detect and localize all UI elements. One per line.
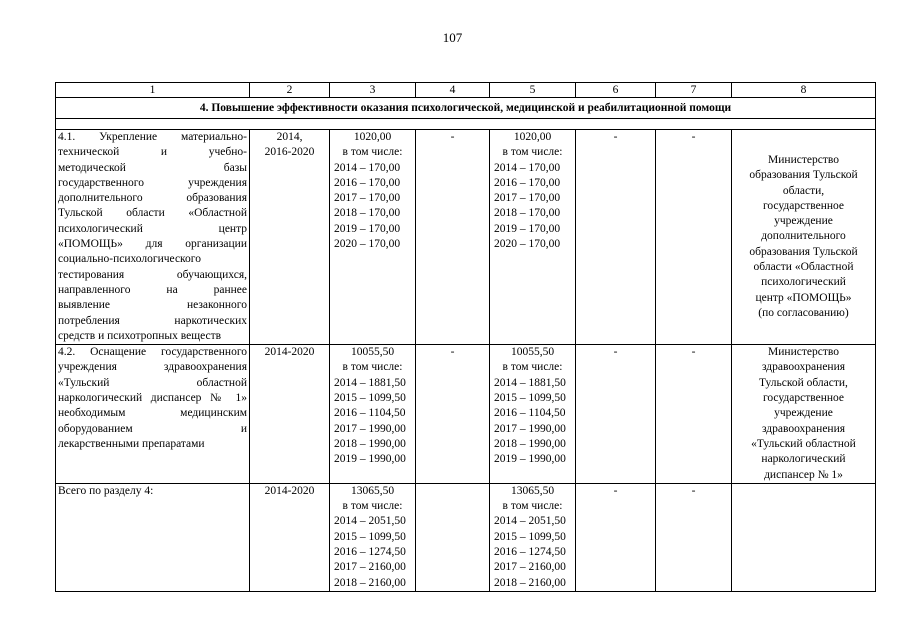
description-line: технической и учебно-: [58, 146, 247, 159]
section-title-row: [56, 98, 876, 119]
page-number: 107: [442, 30, 463, 45]
dash-value: -: [691, 131, 696, 143]
executor-line: (по согласованию): [758, 306, 849, 319]
amount-line: 2014 – 1881,50: [494, 376, 566, 389]
description-line: дополнительного образования: [58, 192, 247, 205]
period-line: 2014-2020: [264, 484, 315, 497]
amount-line: в том числе:: [342, 500, 403, 513]
executor-line: здравоохранения: [761, 422, 846, 435]
executor-line: психологический: [761, 276, 846, 289]
dash-value: -: [450, 346, 455, 359]
description-line: учреждения здравоохранения: [58, 361, 247, 374]
amount-line: 2016 – 170,00: [494, 176, 561, 189]
section-title: 4. Повышение эффективности оказания психологической, медицинской и реабилитационной помощи: [56, 98, 876, 119]
executor-line: «Тульский областной: [751, 437, 856, 450]
amount-line: 2014 – 2051,50: [334, 515, 406, 528]
executor-line: образования Тульской: [749, 169, 858, 182]
column-number: 6: [576, 83, 656, 98]
column-6-cell: [576, 130, 656, 345]
executor-line: учреждение: [774, 407, 833, 420]
executor-line: области,: [782, 184, 825, 197]
total-amount-cell: [330, 345, 416, 484]
description-line: психологический центр: [58, 222, 247, 235]
spacer-row: [56, 119, 876, 130]
description-line: «ПОМОЩЬ» для организации: [58, 238, 247, 251]
executor-line: государственное: [762, 392, 845, 405]
amount-line: 2017 – 170,00: [334, 192, 401, 205]
column-number: 4: [416, 83, 490, 98]
amount-line: 10055,50: [510, 346, 555, 359]
column-4-cell: [416, 130, 490, 345]
amount-line: 2018 – 2160,00: [494, 576, 566, 589]
executor-cell: [732, 130, 876, 345]
table-row: [56, 483, 876, 591]
activity-description: [56, 130, 250, 345]
description-line: Тульской области «Областной: [58, 207, 247, 220]
dash-value: -: [450, 131, 455, 143]
amount-line: 2020 – 170,00: [334, 238, 401, 251]
amount-line: 1020,00: [513, 131, 552, 143]
executor-cell: [732, 483, 876, 591]
description-line: средств и психотропных веществ: [58, 329, 222, 342]
column-4-cell: [416, 345, 490, 484]
executor-line: Министерство: [768, 346, 839, 359]
period-line: 2016-2020: [264, 146, 315, 159]
amount-line: 2017 – 170,00: [494, 192, 561, 205]
amount-line: 2014 – 170,00: [334, 161, 401, 174]
description-line: 4.2. Оснащение государственного: [58, 346, 247, 359]
activity-description: [56, 483, 250, 591]
column-number: 3: [330, 83, 416, 98]
amount-line: 2016 – 1274,50: [494, 546, 566, 559]
amount-line: 10055,50: [350, 346, 395, 359]
executor-line: наркологический: [761, 453, 846, 466]
amount-line: в том числе:: [502, 361, 563, 374]
amount-line: 2016 – 1104,50: [334, 407, 406, 420]
dash-value: -: [691, 346, 696, 359]
amount-line: 13065,50: [510, 484, 555, 497]
executor-line: дополнительного: [761, 230, 846, 243]
amount-line: 2018 – 1990,00: [334, 437, 406, 450]
amount-line: 13065,50: [350, 484, 395, 497]
description-line: социально-психологического: [58, 253, 201, 266]
amount-line: 2017 – 1990,00: [334, 422, 406, 435]
amount-line: 2018 – 170,00: [334, 207, 401, 220]
dash-value: -: [613, 484, 618, 497]
column-6-cell: [576, 483, 656, 591]
column-number: 2: [250, 83, 330, 98]
amount-line: 1020,00: [353, 131, 392, 143]
amount-line: в том числе:: [342, 361, 403, 374]
dash-value: -: [613, 131, 618, 143]
amount-line: 2018 – 170,00: [494, 207, 561, 220]
amount-line: 2017 – 2160,00: [494, 561, 566, 574]
executor-line: государственное: [762, 199, 845, 212]
description-line: лекарственными препаратами: [58, 437, 205, 450]
amount-line: 2016 – 1104,50: [494, 407, 566, 420]
amount-line: в том числе:: [502, 500, 563, 513]
amount-line: 2015 – 1099,50: [334, 530, 406, 543]
executor-line: образования Тульской: [749, 245, 858, 258]
amount-line: 2015 – 1099,50: [494, 392, 566, 405]
amount-line: 2015 – 1099,50: [334, 392, 406, 405]
amount-line: 2017 – 2160,00: [334, 561, 406, 574]
executor-cell: [732, 345, 876, 484]
description-line: государственного учреждения: [58, 176, 247, 189]
description-line: методической базы: [58, 161, 247, 174]
amount-line: 2014 – 1881,50: [334, 376, 406, 389]
table-row: [56, 130, 876, 345]
period-cell: [250, 345, 330, 484]
amount-line: в том числе:: [342, 146, 403, 159]
description-line: необходимым медицинским: [58, 407, 247, 420]
dash-value: -: [613, 346, 618, 359]
amount-line: 2014 – 170,00: [494, 161, 561, 174]
column-number: 1: [56, 83, 250, 98]
column-6-cell: [576, 345, 656, 484]
column-number: 5: [490, 83, 576, 98]
description-line: наркологический диспансер № 1»: [58, 392, 247, 405]
description-line: направленного на раннее: [58, 283, 247, 296]
description-line: выявление незаконного: [58, 299, 247, 312]
description-line: «Тульский областной: [58, 376, 247, 389]
total-amount-cell: [330, 130, 416, 345]
amount-line: 2018 – 2160,00: [334, 576, 406, 589]
description-line: потребления наркотических: [58, 314, 247, 327]
regional-budget-cell: [490, 483, 576, 591]
amount-line: 2020 – 170,00: [494, 238, 561, 251]
column-4-cell: [416, 483, 490, 591]
column-7-cell: [656, 345, 732, 484]
amount-line: 2016 – 1274,50: [334, 546, 406, 559]
executor-line: центр «ПОМОЩЬ»: [755, 291, 852, 304]
amount-line: 2014 – 2051,50: [494, 515, 566, 528]
dash-value: -: [691, 484, 696, 497]
executor-line: области «Областной: [753, 261, 854, 274]
amount-line: 2015 – 1099,50: [494, 530, 566, 543]
description-line: Всего по разделу 4:: [58, 484, 154, 497]
column-number-row: [56, 83, 876, 98]
period-cell: [250, 483, 330, 591]
amount-line: 2019 – 1990,00: [334, 453, 406, 466]
table-row: [56, 345, 876, 484]
column-number: 7: [656, 83, 732, 98]
program-table: [55, 82, 876, 592]
description-line: тестирования обучающихся,: [58, 268, 247, 281]
activity-description: [56, 345, 250, 484]
description-line: оборудованием и: [58, 422, 247, 435]
regional-budget-cell: [490, 345, 576, 484]
executor-line: Тульской области,: [759, 376, 848, 389]
amount-line: 2018 – 1990,00: [494, 437, 566, 450]
period-line: 2014-2020: [264, 346, 315, 359]
amount-line: 2017 – 1990,00: [494, 422, 566, 435]
period-cell: [250, 130, 330, 345]
table-body: [56, 130, 876, 592]
period-line: 2014,: [276, 131, 303, 143]
regional-budget-cell: [490, 130, 576, 345]
amount-line: в том числе:: [502, 146, 563, 159]
executor-line: Министерство: [768, 154, 839, 166]
executor-line: диспансер № 1»: [764, 468, 843, 481]
column-7-cell: [656, 130, 732, 345]
column-number: 8: [732, 83, 876, 98]
executor-line: учреждение: [774, 215, 833, 228]
amount-line: 2019 – 170,00: [334, 222, 401, 235]
amount-line: 2016 – 170,00: [334, 176, 401, 189]
amount-line: 2019 – 1990,00: [494, 453, 566, 466]
column-7-cell: [656, 483, 732, 591]
total-amount-cell: [330, 483, 416, 591]
description-line: 4.1. Укрепление материально-: [58, 131, 247, 143]
amount-line: 2019 – 170,00: [494, 222, 561, 235]
executor-line: здравоохранения: [761, 361, 846, 374]
